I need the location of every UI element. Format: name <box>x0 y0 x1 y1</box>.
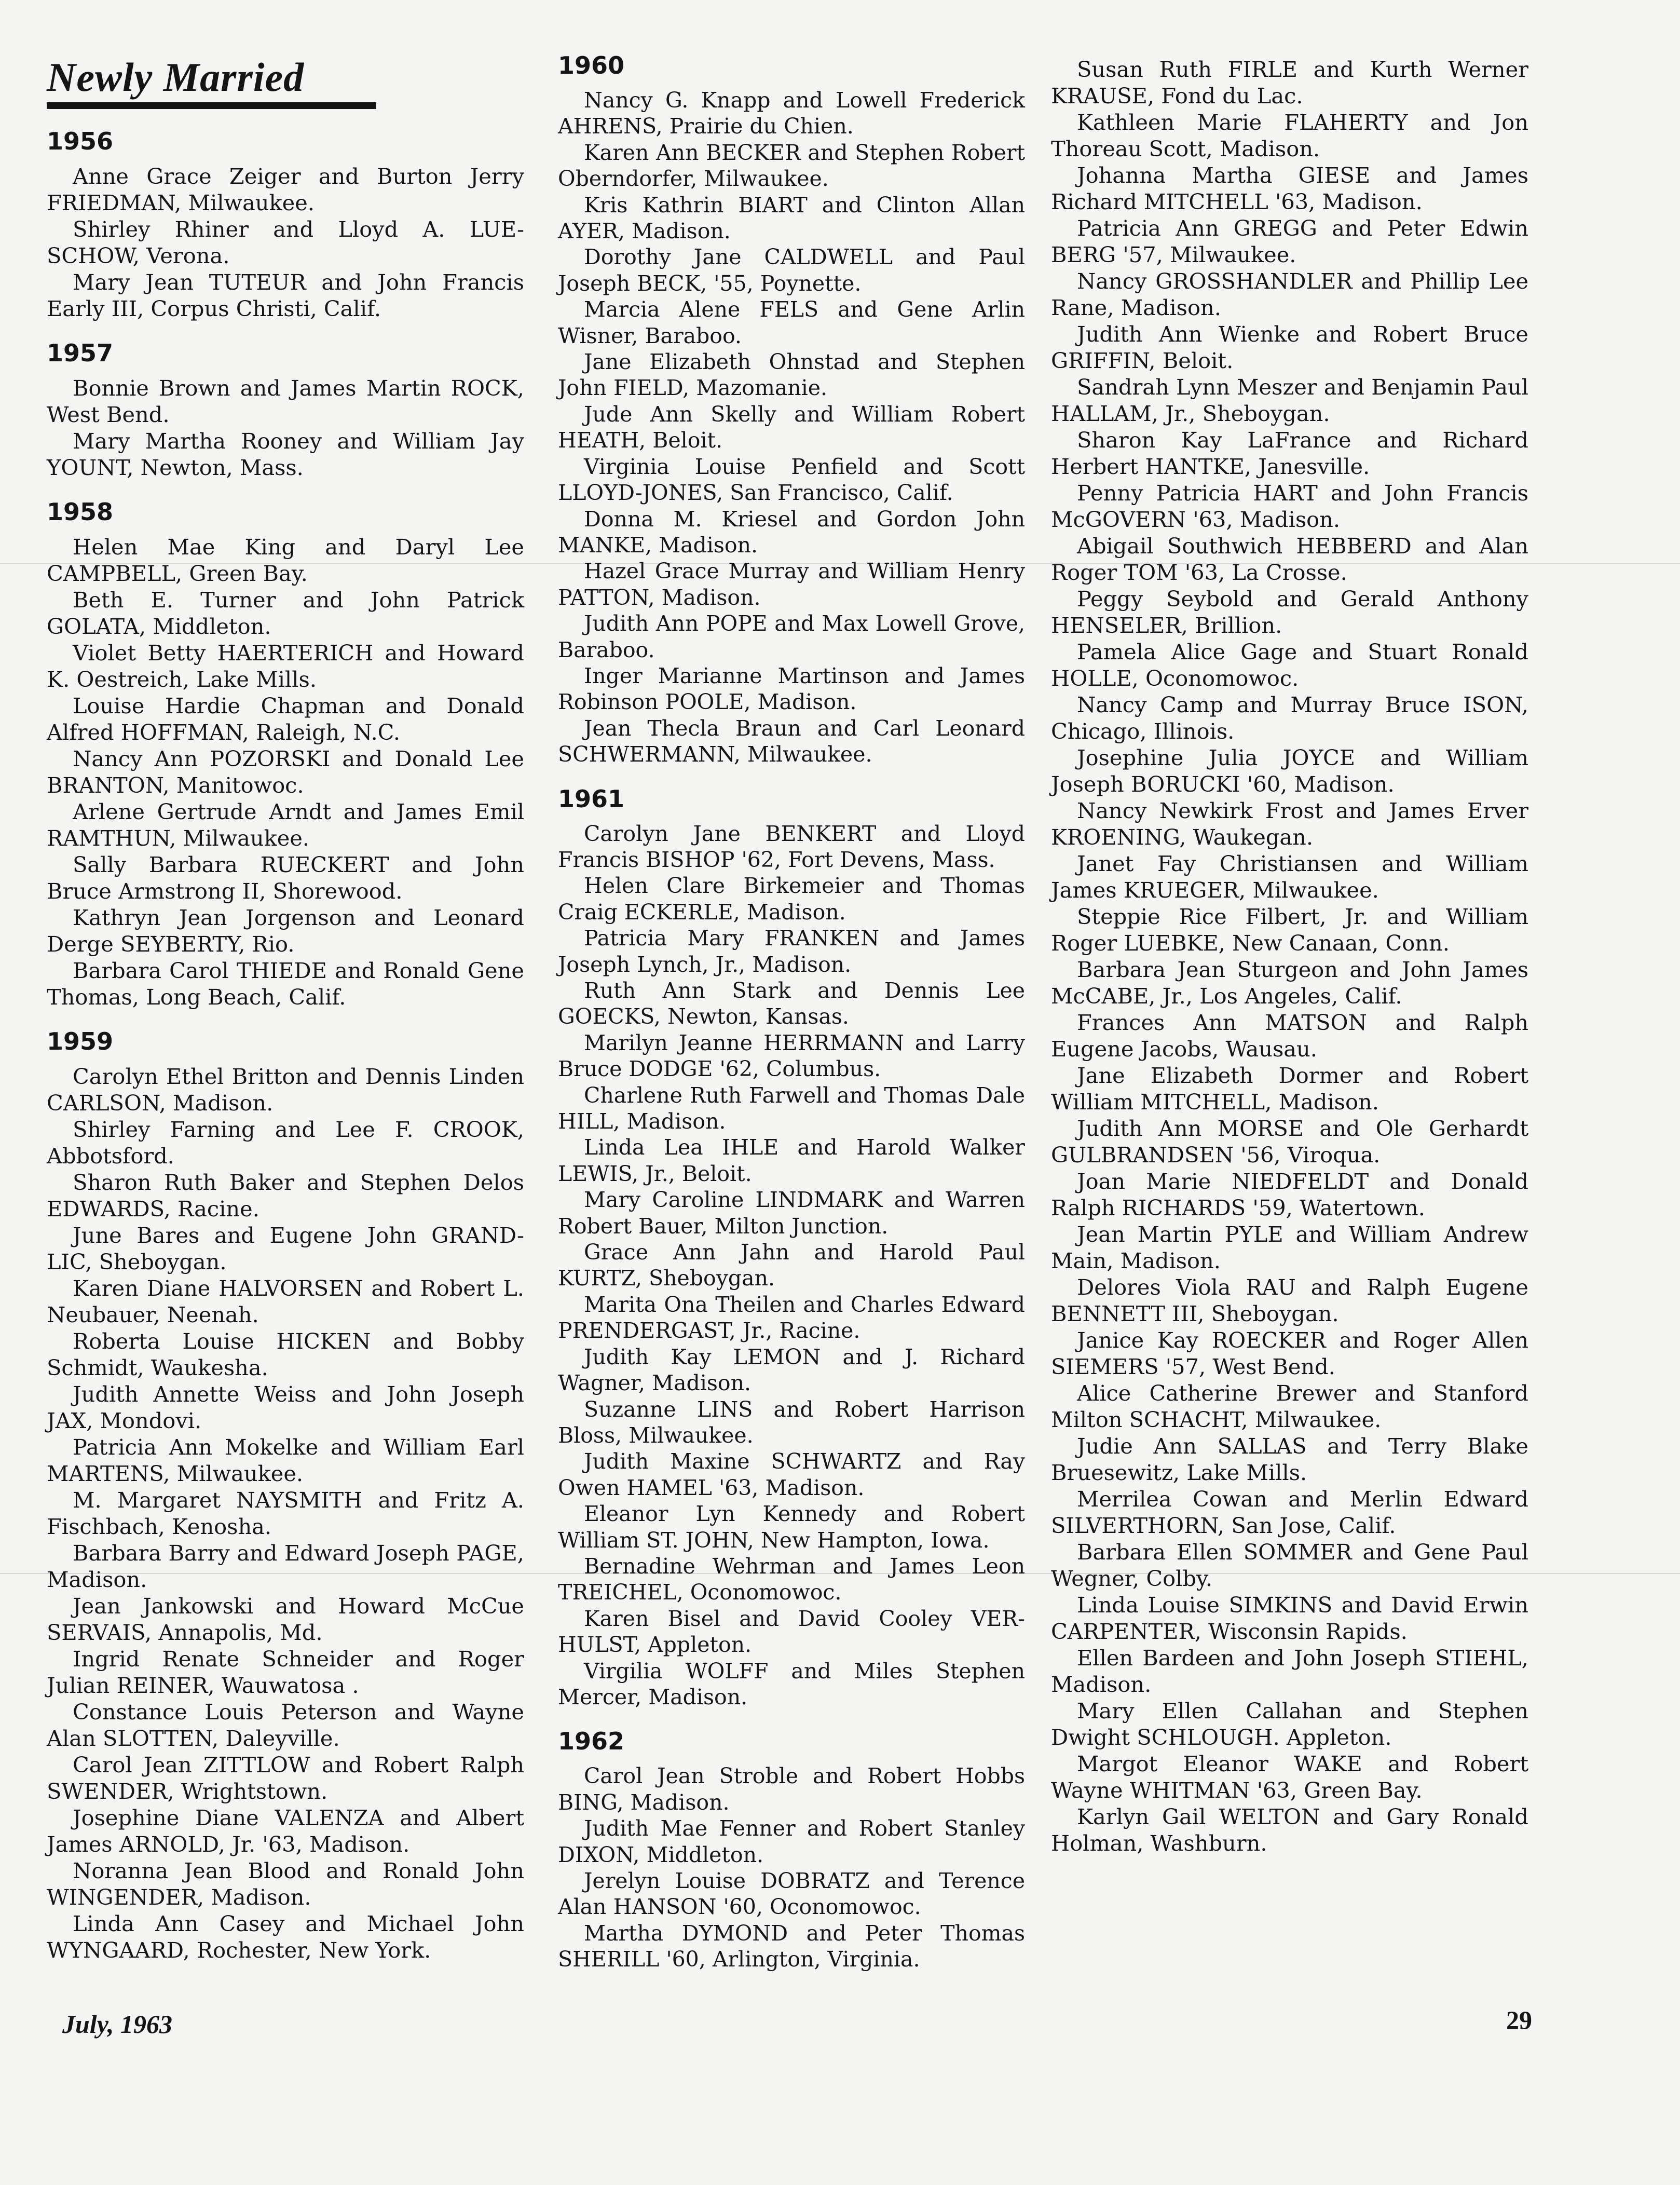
marriage-entry: Karlyn Gail WELTON and Gary Ronald Holman, Washburn. <box>1051 1804 1528 1856</box>
marriage-entry: Judith Annette Weiss and John Joseph JAX, Mondovi. <box>47 1381 524 1433</box>
year-heading: 1956 <box>47 127 114 155</box>
marriage-entry: Carolyn Ethel Britton and Dennis Linden CARLSON, Madison. <box>47 1064 524 1116</box>
marriage-entry: Barbara Barry and Edward Joseph PAGE, Madison. <box>47 1540 524 1592</box>
marriage-entry: Inger Marianne Martinson and James Robinson POOLE, Madison. <box>558 663 1025 715</box>
marriage-entry: Pamela Alice Gage and Stuart Ronald HOLLE, Oconomowoc. <box>1051 639 1528 691</box>
marriage-entry: Susan Ruth FIRLE and Kurth Werner KRAUSE, Fond du Lac. <box>1051 57 1528 108</box>
title-underline <box>47 102 376 109</box>
year-heading: 1960 <box>558 51 625 79</box>
marriage-entry: Marita Ona Theilen and Charles Edward PRENDERGAST, Jr., Racine. <box>558 1292 1025 1343</box>
marriage-entry: Helen Clare Birkemeier and Thomas Craig ECKERLE, Madison. <box>558 873 1025 925</box>
marriage-entry: Eleanor Lyn Kennedy and Robert William ST. JOHN, New Hampton, Iowa. <box>558 1501 1025 1553</box>
marriage-entry: Hazel Grace Murray and William Henry PATTON, Madison. <box>558 559 1025 610</box>
issue-date: July, 1963 <box>62 2010 173 2039</box>
marriage-entry: Linda Lea IHLE and Harold Walker LEWIS, Jr., Beloit. <box>558 1135 1025 1186</box>
marriage-entry: Janet Fay Christiansen and William James KRUEGER, Milwaukee. <box>1051 851 1528 903</box>
marriage-entry: Jean Thecla Braun and Carl Leonard SCHWERMANN, Milwaukee. <box>558 715 1025 767</box>
column-middle <box>558 52 1025 1973</box>
marriage-entry: Linda Ann Casey and Michael John WYNGAARD, Rochester, New York. <box>47 1911 524 1963</box>
marriage-entry: June Bares and Eugene John GRAND-LIC, Sheboygan. <box>47 1223 524 1274</box>
marriage-entry: Ingrid Renate Schneider and Roger Julian REINER, Wauwatosa . <box>47 1646 524 1698</box>
marriage-entry: Karen Bisel and David Cooley VER-HULST, Appleton. <box>558 1606 1025 1658</box>
marriage-entry: Roberta Louise HICKEN and Bobby Schmidt, Waukesha. <box>47 1328 524 1380</box>
marriage-entry: Mary Caroline LINDMARK and Warren Robert Bauer, Milton Junction. <box>558 1187 1025 1239</box>
marriage-entry: Jean Jankowski and Howard McCue SERVAIS, Annapolis, Md. <box>47 1593 524 1645</box>
page-number: 29 <box>1506 2005 1532 2034</box>
marriage-entry: Merrilea Cowan and Merlin Edward SILVERTHORN, San Jose, Calif. <box>1051 1486 1528 1538</box>
marriage-entry: Patricia Mary FRANKEN and James Joseph Lynch, Jr., Madison. <box>558 926 1025 977</box>
marriage-entry: Kris Kathrin BIART and Clinton Allan AYER, Madison. <box>558 192 1025 244</box>
marriage-entry: Shirley Farning and Lee F. CROOK, Abbotsford. <box>47 1117 524 1169</box>
marriage-entry: Suzanne LINS and Robert Harrison Bloss, Milwaukee. <box>558 1396 1025 1448</box>
marriage-entry: Nancy Ann POZORSKI and Donald Lee BRANTON, Manitowoc. <box>47 746 524 798</box>
column-body <box>1051 56 1528 1856</box>
marriage-entry: Steppie Rice Filbert, Jr. and William Roger LUEBKE, New Canaan, Conn. <box>1051 904 1528 956</box>
marriage-entry: Noranna Jean Blood and Ronald John WINGENDER, Madison. <box>47 1858 524 1910</box>
year-heading: 1958 <box>47 498 114 526</box>
marriage-entry: Anne Grace Zeiger and Burton Jerry FRIEDMAN, Milwaukee. <box>47 164 524 215</box>
marriage-entry: Peggy Seybold and Gerald Anthony HENSELER, Brillion. <box>1051 586 1528 638</box>
marriage-entry: Judith Maxine SCHWARTZ and Ray Owen HAMEL '63, Madison. <box>558 1449 1025 1500</box>
marriage-entry: Abigail Southwich HEBBERD and Alan Roger TOM '63, La Crosse. <box>1051 533 1528 585</box>
marriage-entry: Linda Louise SIMKINS and David Erwin CARPENTER, Wisconsin Rapids. <box>1051 1592 1528 1644</box>
marriage-entry: Virginia Louise Penfield and Scott LLOYD-JONES, San Francisco, Calif. <box>558 454 1025 506</box>
marriage-entry: Mary Jean TUTEUR and John Francis Early III, Corpus Christi, Calif. <box>47 269 524 321</box>
marriage-entry: Sharon Kay LaFrance and Richard Herbert HANTKE, Janesville. <box>1051 427 1528 479</box>
marriage-entry: Marcia Alene FELS and Gene Arlin Wisner, Baraboo. <box>558 297 1025 348</box>
marriage-entry: Judie Ann SALLAS and Terry Blake Bruesewitz, Lake Mills. <box>1051 1433 1528 1485</box>
marriage-entry: Marilyn Jeanne HERRMANN and Larry Bruce DODGE '62, Columbus. <box>558 1030 1025 1082</box>
marriage-entry: Constance Louis Peterson and Wayne Alan SLOTTEN, Daleyville. <box>47 1699 524 1751</box>
column-body <box>558 52 1025 1973</box>
marriage-entry: Judith Kay LEMON and J. Richard Wagner, Madison. <box>558 1344 1025 1396</box>
column-right <box>1051 56 1528 1856</box>
marriage-entry: Nancy GROSSHANDLER and Phillip Lee Rane, Madison. <box>1051 268 1528 320</box>
marriage-entry: Dorothy Jane CALDWELL and Paul Joseph BECK, '55, Poynette. <box>558 245 1025 296</box>
marriage-entry: Frances Ann MATSON and Ralph Eugene Jacobs, Wausau. <box>1051 1010 1528 1062</box>
title-block <box>47 55 524 109</box>
marriage-entry: Ellen Bardeen and John Joseph STIEHL, Madison. <box>1051 1645 1528 1697</box>
marriage-entry: Josephine Julia JOYCE and William Joseph BORUCKI '60, Madison. <box>1051 745 1528 797</box>
marriage-entry: Beth E. Turner and John Patrick GOLATA, Middleton. <box>47 587 524 639</box>
marriage-entry: Sally Barbara RUECKERT and John Bruce Armstrong II, Shorewood. <box>47 852 524 904</box>
column-body <box>47 128 524 1963</box>
marriage-entry: Ruth Ann Stark and Dennis Lee GOECKS, Newton, Kansas. <box>558 978 1025 1029</box>
marriage-entry: Mary Martha Rooney and William Jay YOUNT, Newton, Mass. <box>47 428 524 480</box>
marriage-entry: Jane Elizabeth Ohnstad and Stephen John FIELD, Mazomanie. <box>558 349 1025 401</box>
marriage-entry: Shirley Rhiner and Lloyd A. LUE-SCHOW, Verona. <box>47 216 524 268</box>
marriage-entry: Carol Jean Stroble and Robert Hobbs BING, Madison. <box>558 1763 1025 1815</box>
marriage-entry: Bonnie Brown and James Martin ROCK, West Bend. <box>47 375 524 427</box>
marriage-entry: Barbara Carol THIEDE and Ronald Gene Thomas, Long Beach, Calif. <box>47 958 524 1010</box>
year-heading: 1957 <box>47 339 114 367</box>
marriage-entry: Barbara Ellen SOMMER and Gene Paul Wegner, Colby. <box>1051 1539 1528 1591</box>
marriage-entry: Judith Ann Wienke and Robert Bruce GRIFFIN, Beloit. <box>1051 321 1528 373</box>
marriage-entry: Louise Hardie Chapman and Donald Alfred HOFFMAN, Raleigh, N.C. <box>47 693 524 745</box>
marriage-entry: Kathleen Marie FLAHERTY and Jon Thoreau Scott, Madison. <box>1051 110 1528 161</box>
marriage-entry: Bernadine Wehrman and James Leon TREICHEL, Oconomowoc. <box>558 1553 1025 1605</box>
marriage-entry: Patricia Ann GREGG and Peter Edwin BERG '57, Milwaukee. <box>1051 215 1528 267</box>
marriage-entry: M. Margaret NAYSMITH and Fritz A. Fischbach, Kenosha. <box>47 1487 524 1539</box>
marriage-entry: Jean Martin PYLE and William Andrew Main, Madison. <box>1051 1222 1528 1273</box>
marriage-entry: Joan Marie NIEDFELDT and Donald Ralph RICHARDS '59, Watertown. <box>1051 1169 1528 1220</box>
year-heading: 1961 <box>558 784 625 813</box>
marriage-entry: Virgilia WOLFF and Miles Stephen Mercer, Madison. <box>558 1658 1025 1709</box>
marriage-entry: Delores Viola RAU and Ralph Eugene BENNETT III, Sheboygan. <box>1051 1274 1528 1326</box>
marriage-entry: Violet Betty HAERTERICH and Howard K. Oestreich, Lake Mills. <box>47 640 524 692</box>
marriage-entry: Josephine Diane VALENZA and Albert James ARNOLD, Jr. '63, Madison. <box>47 1805 524 1857</box>
marriage-entry: Karen Diane HALVORSEN and Robert L. Neubauer, Neenah. <box>47 1275 524 1327</box>
marriage-entry: Judith Ann MORSE and Ole Gerhardt GULBRANDSEN '56, Viroqua. <box>1051 1116 1528 1168</box>
marriage-entry: Judith Mae Fenner and Robert Stanley DIXON, Middleton. <box>558 1816 1025 1867</box>
column-left <box>47 52 524 1963</box>
marriage-entry: Nancy Newkirk Frost and James Erver KROENING, Waukegan. <box>1051 798 1528 850</box>
marriage-entry: Kathryn Jean Jorgenson and Leonard Derge SEYBERTY, Rio. <box>47 905 524 957</box>
marriage-entry: Martha DYMOND and Peter Thomas SHERILL '60, Arlington, Virginia. <box>558 1920 1025 1972</box>
marriage-entry: Jude Ann Skelly and William Robert HEATH, Beloit. <box>558 401 1025 453</box>
marriage-entry: Margot Eleanor WAKE and Robert Wayne WHITMAN '63, Green Bay. <box>1051 1751 1528 1803</box>
marriage-entry: Patricia Ann Mokelke and William Earl MARTENS, Milwaukee. <box>47 1434 524 1486</box>
marriage-entry: Barbara Jean Sturgeon and John James McCABE, Jr., Los Angeles, Calif. <box>1051 957 1528 1009</box>
marriage-entry: Carol Jean ZITTLOW and Robert Ralph SWENDER, Wrightstown. <box>47 1752 524 1804</box>
marriage-entry: Janice Kay ROECKER and Roger Allen SIEMERS '57, West Bend. <box>1051 1327 1528 1379</box>
year-heading: 1962 <box>558 1727 625 1756</box>
marriage-entry: Sandrah Lynn Meszer and Benjamin Paul HALLAM, Jr., Sheboygan. <box>1051 374 1528 426</box>
marriage-entry: Sharon Ruth Baker and Stephen Delos EDWARDS, Racine. <box>47 1170 524 1222</box>
marriage-entry: Jerelyn Louise DOBRATZ and Terence Alan HANSON '60, Oconomowoc. <box>558 1868 1025 1920</box>
marriage-entry: Karen Ann BECKER and Stephen Robert Oberndorfer, Milwaukee. <box>558 140 1025 192</box>
marriage-entry: Nancy G. Knapp and Lowell Frederick AHRENS, Prairie du Chien. <box>558 88 1025 139</box>
marriage-entry: Penny Patricia HART and John Francis McGOVERN '63, Madison. <box>1051 480 1528 532</box>
page-title: Newly Married <box>47 55 305 100</box>
marriage-entry: Alice Catherine Brewer and Stanford Milton SCHACHT, Milwaukee. <box>1051 1380 1528 1432</box>
marriage-entry: Judith Ann POPE and Max Lowell Grove, Baraboo. <box>558 611 1025 662</box>
marriage-entry: Helen Mae King and Daryl Lee CAMPBELL, Green Bay. <box>47 534 524 586</box>
marriage-entry: Donna M. Kriesel and Gordon John MANKE, Madison. <box>558 506 1025 558</box>
year-heading: 1959 <box>47 1027 114 1055</box>
marriage-entry: Carolyn Jane BENKERT and Lloyd Francis BISHOP '62, Fort Devens, Mass. <box>558 821 1025 872</box>
marriage-entry: Johanna Martha GIESE and James Richard MITCHELL '63, Madison. <box>1051 162 1528 214</box>
marriage-entry: Jane Elizabeth Dormer and Robert William MITCHELL, Madison. <box>1051 1063 1528 1115</box>
marriage-entry: Mary Ellen Callahan and Stephen Dwight SCHLOUGH. Appleton. <box>1051 1698 1528 1750</box>
marriage-entry: Nancy Camp and Murray Bruce ISON, Chicago, Illinois. <box>1051 692 1528 744</box>
marriage-entry: Charlene Ruth Farwell and Thomas Dale HILL, Madison. <box>558 1082 1025 1134</box>
marriage-entry: Grace Ann Jahn and Harold Paul KURTZ, Sheboygan. <box>558 1240 1025 1291</box>
marriage-entry: Arlene Gertrude Arndt and James Emil RAMTHUN, Milwaukee. <box>47 799 524 851</box>
